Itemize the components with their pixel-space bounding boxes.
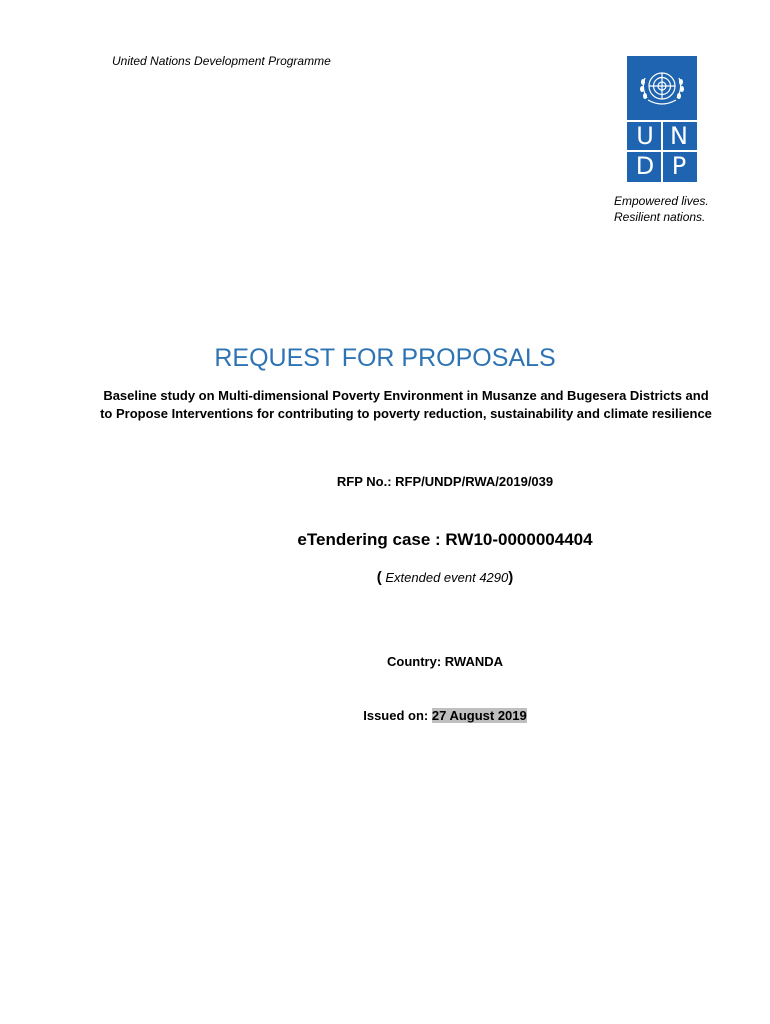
logo-letter-n: N	[670, 122, 688, 150]
extended-event-text: Extended event 4290	[381, 570, 509, 585]
country: Country: RWANDA	[386, 654, 504, 669]
tagline-line-1: Empowered lives.	[614, 194, 709, 208]
undp-logo	[627, 56, 697, 182]
issued-date: 27 August 2019	[431, 708, 527, 723]
logo-tagline	[614, 193, 709, 225]
tagline-line-2: Resilient nations.	[614, 210, 706, 224]
logo-letter-d: D	[635, 152, 655, 180]
extended-event	[0, 569, 770, 586]
document-subtitle: Baseline study on Multi-dimensional Poverty Environment in Musanze and Bugesera Districts and to Propose Interventions for contributing to poverty reduction, sustainability and climate resilience	[100, 388, 712, 421]
logo-letter-u: U	[636, 122, 654, 150]
logo-letter-p: P	[671, 152, 687, 180]
extended-close-paren: )	[508, 569, 514, 586]
rfp-number: RFP No.: RFP/UNDP/RWA/2019/039	[336, 474, 554, 489]
org-name: United Nations Development Programme	[112, 54, 331, 68]
document-title: REQUEST FOR PROPOSALS	[214, 344, 556, 372]
issued-on	[0, 708, 770, 723]
un-emblem-icon	[627, 56, 697, 120]
etendering-case: eTendering case : RW10-0000004404	[297, 530, 593, 549]
extended-open-paren: (	[376, 569, 382, 586]
issued-label: Issued on:	[363, 708, 432, 723]
